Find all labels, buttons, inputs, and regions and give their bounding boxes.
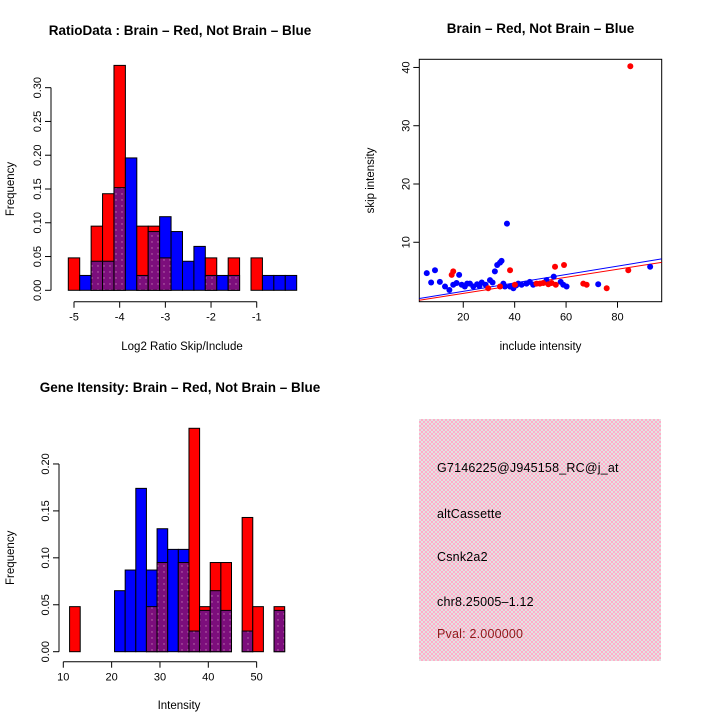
hist-bar-overlap — [189, 631, 200, 652]
hist-bar-overlap — [221, 610, 232, 651]
hist-bar-overlap — [103, 261, 114, 290]
hist-bar-blue — [217, 275, 228, 290]
y-tick-label: 0.05 — [40, 594, 52, 616]
hist-bar-overlap — [148, 232, 159, 291]
fit-line-blue — [419, 259, 661, 299]
hist-bar-overlap — [210, 591, 221, 652]
hist-bar-blue — [80, 275, 91, 290]
scatter-point-blue — [428, 279, 434, 285]
hist-bar-blue — [182, 261, 193, 290]
hist-bar-red — [189, 428, 200, 651]
hist-bar-overlap — [157, 563, 168, 652]
hist-bar-overlap — [200, 610, 211, 651]
x-tick-label: 20 — [457, 311, 470, 324]
chart-title: Gene Itensity: Brain – Red, Not Brain – Blue — [39, 380, 321, 395]
histogram-bars — [68, 65, 296, 290]
scatter-point-blue — [492, 268, 498, 274]
y-tick-label: 0.10 — [40, 547, 52, 569]
scatter-point-red — [540, 280, 546, 286]
fit-lines — [419, 259, 661, 300]
hist-bar-overlap — [178, 563, 189, 652]
x-tick-label: -1 — [251, 311, 262, 324]
plot-box — [419, 59, 661, 301]
x-tick-label: 50 — [250, 671, 263, 684]
gene-info-box — [419, 419, 661, 661]
y-tick-label: 0.05 — [32, 245, 44, 268]
scatter-point-red — [507, 267, 513, 273]
y-tick-label: 0.20 — [40, 453, 52, 475]
scatter-point-blue — [454, 280, 460, 286]
hist-bar-overlap — [146, 607, 157, 652]
hist-bar-overlap — [228, 275, 239, 290]
scatter-point-red — [561, 262, 567, 268]
scatter-point-red — [450, 268, 456, 274]
x-tick-label: 20 — [105, 671, 118, 684]
scatter-point-red — [485, 285, 491, 291]
scatter-point-red — [552, 264, 558, 270]
chart-title: RatioData : Brain – Red, Not Brain – Blue — [48, 23, 312, 38]
x-tick-label: 40 — [508, 311, 521, 324]
hist-bar-overlap — [114, 188, 125, 291]
hist-bar-red — [68, 258, 79, 290]
scatter-point-red — [625, 267, 631, 273]
scatter-point-blue — [564, 284, 570, 290]
scatter-point-red — [553, 282, 559, 288]
hist-bar-overlap — [91, 261, 102, 290]
hist-bar-blue — [274, 275, 285, 290]
y-tick-label: 0.15 — [32, 178, 44, 200]
hist-bar-blue — [125, 158, 136, 290]
gene-intensity-histogram-panel — [0, 360, 360, 720]
x-tick-label: 80 — [611, 311, 624, 324]
hist-bar-blue — [168, 549, 179, 651]
hist-bar-blue — [194, 246, 205, 290]
scatter-point-red — [627, 63, 633, 69]
scatter-point-red — [497, 284, 503, 290]
gene-info-panel — [360, 360, 720, 720]
hist-bar-overlap — [137, 275, 148, 290]
scatter-point-blue — [437, 279, 443, 285]
x-axis-label: include intensity — [499, 341, 582, 353]
scatter-point-blue — [647, 264, 653, 270]
hist-bar-red — [253, 607, 264, 652]
x-tick-label: -4 — [114, 311, 125, 324]
scatter-point-blue — [490, 279, 496, 285]
gene-name-text: Csnk2a2 — [437, 550, 488, 564]
scatter-point-blue — [446, 287, 452, 293]
hist-bar-overlap — [160, 258, 171, 290]
scatter-point-red — [604, 285, 610, 291]
scatter-point-red — [584, 282, 590, 288]
y-tick-label: 0.00 — [32, 279, 44, 302]
hist-bar-overlap — [205, 275, 216, 290]
y-tick-label: 20 — [400, 177, 413, 191]
histogram-bars — [70, 428, 285, 651]
hist-bar-blue — [136, 488, 147, 651]
chart-title: Brain – Red, Not Brain – Blue — [446, 21, 635, 36]
y-axis-label: Frequency — [5, 530, 17, 586]
pval-text: Pval: 2.000000 — [437, 627, 524, 641]
x-tick-label: 40 — [202, 671, 215, 684]
ratio-histogram-panel — [0, 0, 360, 360]
y-tick-label: 0.25 — [32, 110, 44, 133]
scatter-point-blue — [595, 281, 601, 287]
x-axis-label: Intensity — [157, 700, 201, 712]
probe-id-text: G7146225@J945158_RC@j_at — [437, 461, 619, 475]
locus-text: chr8.25005–1.12 — [437, 595, 534, 609]
x-tick-label: -2 — [206, 311, 216, 324]
y-tick-label: 0.00 — [40, 640, 52, 663]
hist-bar-blue — [262, 275, 273, 290]
y-axis-label: skip intensity — [365, 147, 377, 214]
y-tick-label: 0.20 — [32, 144, 44, 166]
y-tick-label: 10 — [400, 236, 413, 249]
scatter-point-red — [512, 282, 518, 288]
x-tick-label: -5 — [69, 311, 79, 324]
hist-bar-overlap — [242, 631, 253, 652]
scatter-point-blue — [432, 267, 438, 273]
y-tick-label: 40 — [400, 61, 413, 74]
hist-bar-overlap — [274, 610, 285, 651]
x-axis-label: Log2 Ratio Skip/Include — [121, 341, 243, 353]
hist-bar-blue — [115, 591, 126, 652]
splice-type-text: altCassette — [437, 507, 502, 521]
scatter-point-blue — [456, 272, 462, 278]
intensity-scatter-panel — [360, 0, 720, 360]
scatter-point-blue — [551, 274, 557, 280]
y-tick-label: 0.30 — [32, 76, 44, 99]
hist-bar-red — [251, 258, 262, 290]
y-tick-label: 0.10 — [32, 212, 44, 234]
y-tick-label: 30 — [400, 119, 413, 132]
hist-bar-red — [70, 607, 81, 652]
x-tick-label: -3 — [160, 311, 171, 324]
hist-bar-blue — [285, 275, 296, 290]
y-tick-label: 0.15 — [40, 500, 52, 522]
scatter-points-red — [449, 63, 634, 291]
y-axis-label: Frequency — [5, 161, 17, 217]
hist-bar-blue — [171, 232, 182, 291]
scatter-point-blue — [499, 258, 505, 264]
scatter-point-blue — [424, 270, 430, 276]
x-tick-label: 10 — [57, 671, 70, 684]
hist-bar-blue — [125, 570, 136, 652]
x-tick-label: 60 — [559, 311, 573, 324]
scatter-point-blue — [504, 221, 510, 227]
x-tick-label: 30 — [153, 671, 167, 684]
